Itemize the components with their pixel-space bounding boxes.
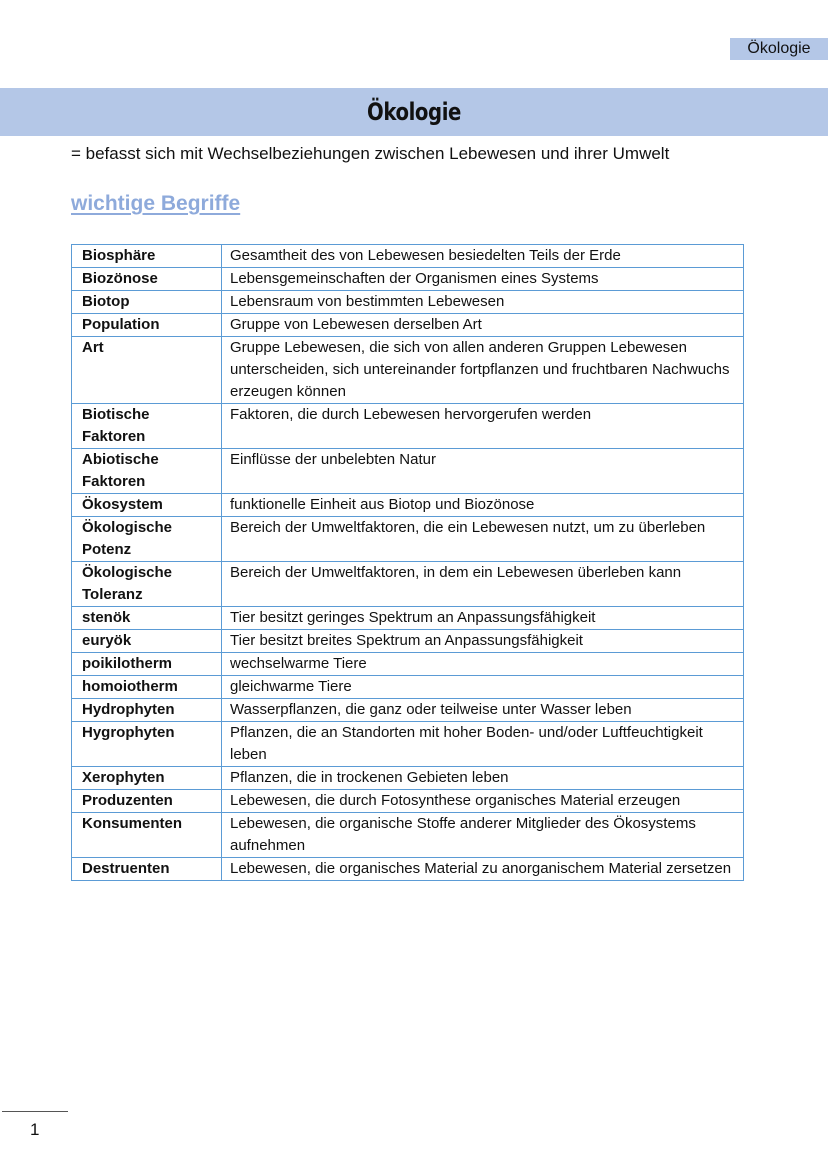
description-cell: wechselwarme Tiere xyxy=(222,653,744,676)
term-cell: poikilotherm xyxy=(72,653,222,676)
footer-divider xyxy=(2,1111,68,1112)
description-cell: Tier besitzt geringes Spektrum an Anpassungsfähigkeit xyxy=(222,607,744,630)
page-title: Ökologie xyxy=(367,98,461,126)
description-cell: Lebensraum von bestimmten Lebewesen xyxy=(222,291,744,314)
description-cell: Gruppe Lebewesen, die sich von allen anderen Gruppen Lebewesen unterscheiden, sich untereinander fortpflanzen und fruchtbaren Nachwuchs erzeugen können xyxy=(222,337,744,404)
table-row xyxy=(72,699,744,722)
description-cell: Faktoren, die durch Lebewesen hervorgerufen werden xyxy=(222,404,744,449)
table-row xyxy=(72,676,744,699)
term-cell: Produzenten xyxy=(72,790,222,813)
description-cell: Gruppe von Lebewesen derselben Art xyxy=(222,314,744,337)
table-row xyxy=(72,630,744,653)
table-row xyxy=(72,449,744,494)
description-cell: funktionelle Einheit aus Biotop und Biozönose xyxy=(222,494,744,517)
term-cell: Destruenten xyxy=(72,858,222,881)
description-cell: gleichwarme Tiere xyxy=(222,676,744,699)
term-cell: Konsumenten xyxy=(72,813,222,858)
description-cell: Lebensgemeinschaften der Organismen eines Systems xyxy=(222,268,744,291)
table-row xyxy=(72,562,744,607)
term-cell: Biotische Faktoren xyxy=(72,404,222,449)
title-band xyxy=(0,88,828,136)
description-cell: Bereich der Umweltfaktoren, die ein Lebewesen nutzt, um zu überleben xyxy=(222,517,744,562)
definition-text: = befasst sich mit Wechselbeziehungen zwischen Lebewesen und ihrer Umwelt xyxy=(71,144,670,163)
description-cell: Pflanzen, die an Standorten mit hoher Boden- und/oder Luftfeuchtigkeit leben xyxy=(222,722,744,767)
table-row xyxy=(72,653,744,676)
term-cell: homoiotherm xyxy=(72,676,222,699)
term-cell: Ökosystem xyxy=(72,494,222,517)
table-row xyxy=(72,314,744,337)
description-cell: Tier besitzt breites Spektrum an Anpassungsfähigkeit xyxy=(222,630,744,653)
table-row xyxy=(72,813,744,858)
table-row xyxy=(72,291,744,314)
term-cell: euryök xyxy=(72,630,222,653)
table-row xyxy=(72,245,744,268)
table-row xyxy=(72,404,744,449)
description-cell: Gesamtheit des von Lebewesen besiedelten Teils der Erde xyxy=(222,245,744,268)
term-cell: Biosphäre xyxy=(72,245,222,268)
description-cell: Einflüsse der unbelebten Natur xyxy=(222,449,744,494)
page-number: 1 xyxy=(30,1120,40,1139)
term-cell: Abiotische Faktoren xyxy=(72,449,222,494)
term-cell: Biotop xyxy=(72,291,222,314)
term-cell: Biozönose xyxy=(72,268,222,291)
table-row xyxy=(72,790,744,813)
table-row xyxy=(72,494,744,517)
table-row xyxy=(72,858,744,881)
description-cell: Lebewesen, die organisches Material zu anorganischem Material zersetzen xyxy=(222,858,744,881)
terms-table-body xyxy=(72,245,744,881)
terms-table xyxy=(71,244,744,881)
description-cell: Pflanzen, die in trockenen Gebieten leben xyxy=(222,767,744,790)
term-cell: stenök xyxy=(72,607,222,630)
description-cell: Wasserpflanzen, die ganz oder teilweise unter Wasser leben xyxy=(222,699,744,722)
term-cell: Art xyxy=(72,337,222,404)
term-cell: Ökologische Toleranz xyxy=(72,562,222,607)
term-cell: Xerophyten xyxy=(72,767,222,790)
description-cell: Lebewesen, die durch Fotosynthese organisches Material erzeugen xyxy=(222,790,744,813)
term-cell: Hygrophyten xyxy=(72,722,222,767)
description-cell: Lebewesen, die organische Stoffe anderer Mitglieder des Ökosystems aufnehmen xyxy=(222,813,744,858)
table-row xyxy=(72,607,744,630)
term-cell: Ökologische Potenz xyxy=(72,517,222,562)
section-heading: wichtige Begriffe xyxy=(71,192,241,215)
table-row xyxy=(72,337,744,404)
table-row xyxy=(72,722,744,767)
table-row xyxy=(72,268,744,291)
table-row xyxy=(72,767,744,790)
description-cell: Bereich der Umweltfaktoren, in dem ein Lebewesen überleben kann xyxy=(222,562,744,607)
table-row xyxy=(72,517,744,562)
term-cell: Population xyxy=(72,314,222,337)
header-tag: Ökologie xyxy=(730,38,828,60)
term-cell: Hydrophyten xyxy=(72,699,222,722)
